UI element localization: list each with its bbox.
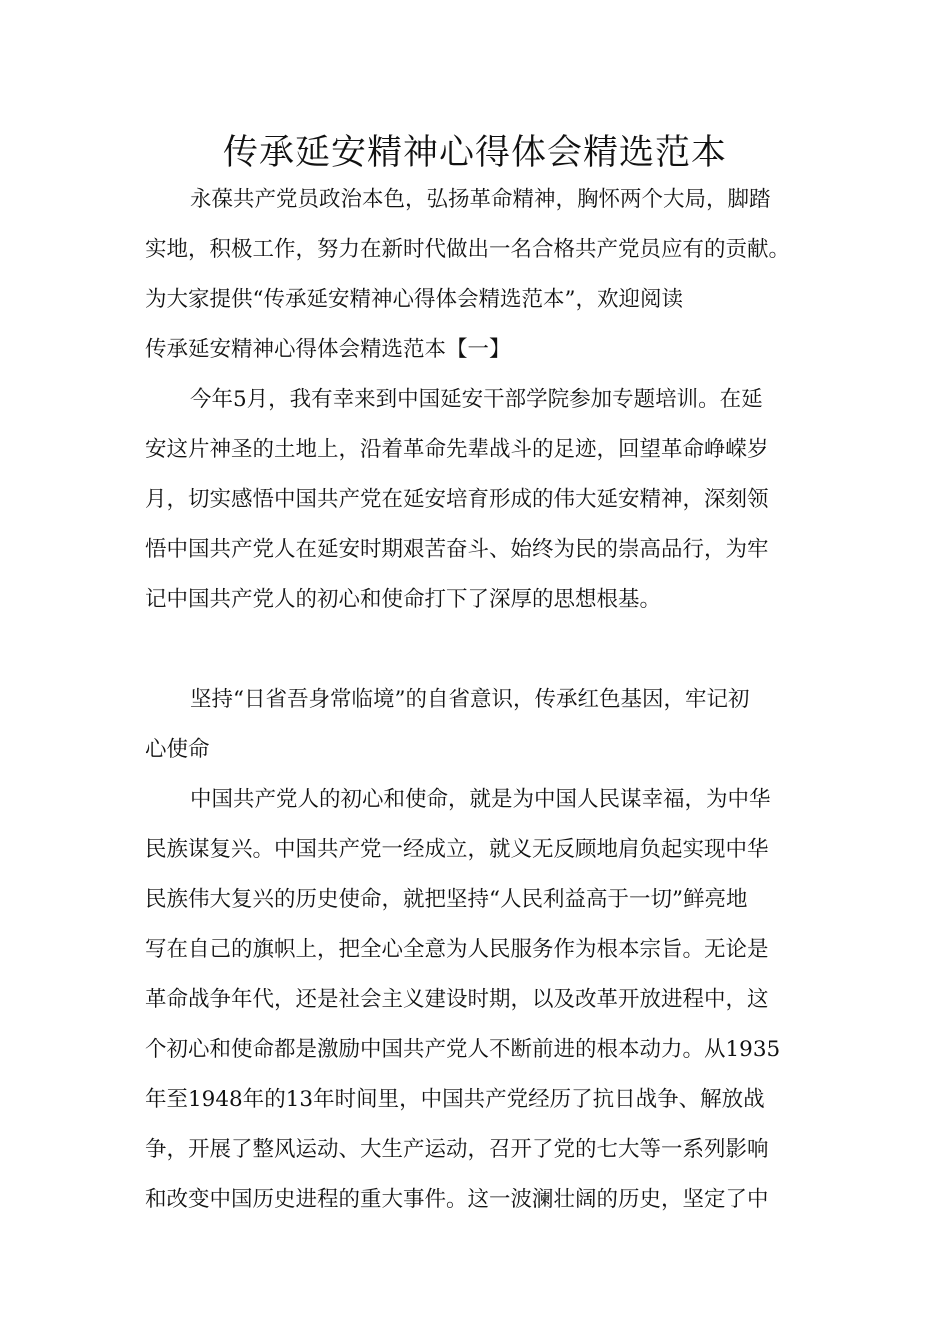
paragraph-2-line-6: 个初心和使命都是激励中国共产党人不断前进的根本动力。从1935	[145, 1037, 781, 1062]
section-heading: 传承延安精神心得体会精选范本【一】	[145, 337, 511, 362]
paragraph-2-line-1: 中国共产党人的初心和使命，就是为中国人民谋幸福，为中华	[190, 787, 771, 812]
paragraph-1-line-2: 安这片神圣的土地上，沿着革命先辈战斗的足迹，回望革命峥嵘岁	[145, 437, 769, 462]
intro-line-3: 为大家提供“传承延安精神心得体会精选范本”，欢迎阅读	[145, 287, 683, 312]
paragraph-2-line-3: 民族伟大复兴的历史使命，就把坚持“人民利益高于一切”鲜亮地	[145, 887, 748, 912]
paragraph-2-line-7: 年至1948年的13年时间里，中国共产党经历了抗日战争、解放战	[145, 1087, 765, 1112]
paragraph-2-line-8: 争，开展了整风运动、大生产运动，召开了党的七大等一系列影响	[145, 1137, 769, 1162]
paragraph-1-line-3: 月，切实感悟中国共产党在延安培育形成的伟大延安精神，深刻领	[145, 487, 769, 512]
intro-line-1: 永葆共产党员政治本色，弘扬革命精神，胸怀两个大局，脚踏	[190, 187, 771, 212]
paragraph-1-line-1: 今年5月，我有幸来到中国延安干部学院参加专题培训。在延	[190, 387, 763, 412]
document-title: 传承延安精神心得体会精选范本	[222, 133, 727, 173]
intro-line-2: 实地，积极工作，努力在新时代做出一名合格共产党员应有的贡献。	[145, 237, 791, 262]
subheading-line-2: 心使命	[145, 737, 210, 762]
subheading-line-1: 坚持“日省吾身常临境”的自省意识，传承红色基因，牢记初	[190, 687, 750, 712]
paragraph-1-line-5: 记中国共产党人的初心和使命打下了深厚的思想根基。	[145, 587, 662, 612]
paragraph-2-line-9: 和改变中国历史进程的重大事件。这一波澜壮阔的历史，坚定了中	[145, 1187, 769, 1212]
paragraph-2-line-4: 写在自己的旗帜上，把全心全意为人民服务作为根本宗旨。无论是	[145, 937, 769, 962]
paragraph-2-line-2: 民族谋复兴。中国共产党一经成立，就义无反顾地肩负起实现中华	[145, 837, 769, 862]
paragraph-2-line-5: 革命战争年代，还是社会主义建设时期，以及改革开放进程中，这	[145, 987, 769, 1012]
paragraph-1-line-4: 悟中国共产党人在延安时期艰苦奋斗、始终为民的崇高品行，为牢	[145, 537, 769, 562]
